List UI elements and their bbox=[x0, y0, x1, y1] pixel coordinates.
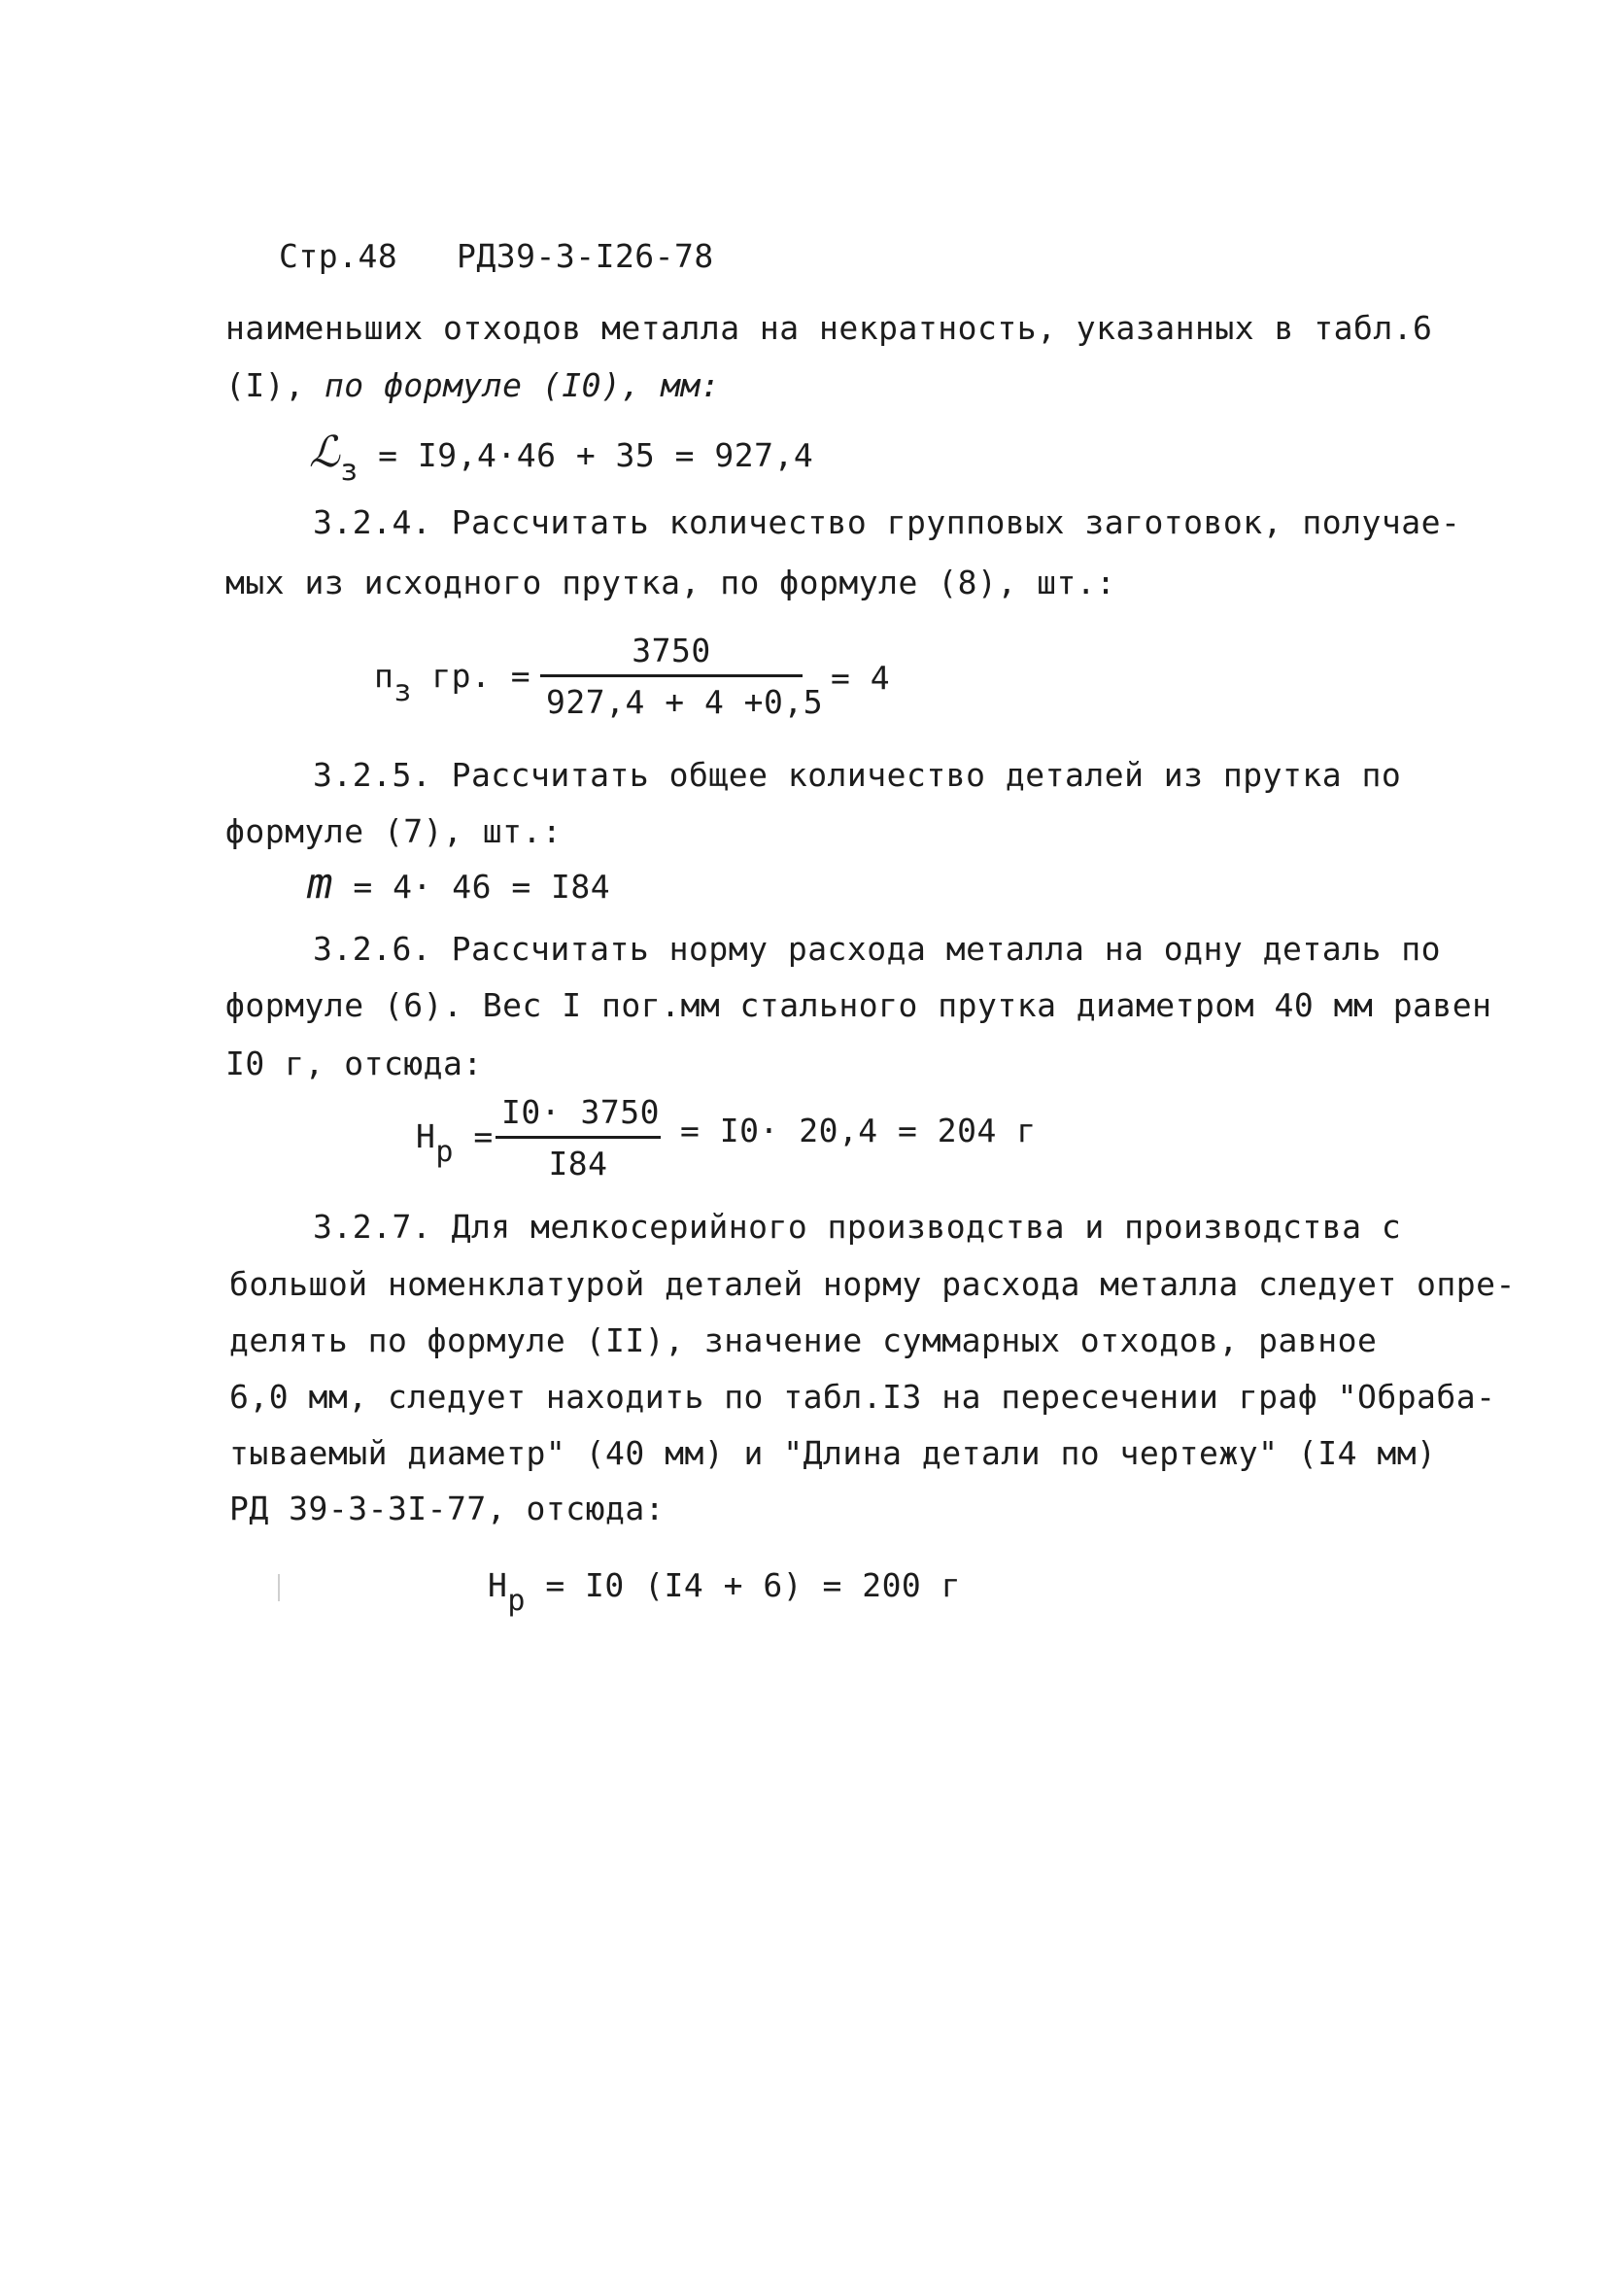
paragraph-line: 3.2.7. Для мелкосерийного производства и производства с bbox=[313, 1208, 1402, 1246]
fraction-numerator: I0· 3750 bbox=[501, 1093, 660, 1131]
formula-subscript: р bbox=[435, 1135, 454, 1169]
formula-l-z bbox=[309, 428, 814, 488]
formula-rhs: = I9,4·46 + 35 = 927,4 bbox=[378, 436, 814, 474]
reference-text: по формуле (I0), мм: bbox=[324, 366, 721, 404]
fraction-bar bbox=[540, 674, 803, 677]
fraction-numerator: 3750 bbox=[632, 632, 711, 669]
formula-rhs: = 4· 46 = I84 bbox=[353, 868, 611, 906]
formula-fraction bbox=[540, 632, 824, 722]
paragraph-line: мых из исходного прутка, по формуле (8), шт.: bbox=[225, 564, 1116, 601]
formula-result: = 4 bbox=[831, 659, 891, 697]
paragraph-line: делять по формуле (II), значение суммарных отходов, равное bbox=[229, 1321, 1378, 1359]
formula-lhs bbox=[416, 1117, 494, 1169]
paragraph-line: 6,0 мм, следует находить по табл.I3 на пересечении граф "Обраба- bbox=[229, 1378, 1496, 1416]
fraction-bar bbox=[496, 1136, 661, 1139]
formula-final bbox=[488, 1566, 962, 1618]
page-number: Стр.48 bbox=[279, 237, 398, 275]
paragraph-line: РД 39-3-3I-77, отсюда: bbox=[229, 1490, 666, 1527]
fraction-denominator: 927,4 + 4 +0,5 bbox=[546, 683, 824, 721]
paragraph-line bbox=[225, 366, 720, 405]
formula-symbol: Н bbox=[488, 1566, 508, 1604]
formula-symbol: ℒ bbox=[309, 428, 341, 477]
paragraph-line: формуле (6). Вес I пог.мм стального прутка диаметром 40 мм равен bbox=[225, 986, 1492, 1024]
paragraph-line: наименьших отходов металла на некратность, указанных в табл.6 bbox=[225, 309, 1433, 347]
paragraph-line: 3.2.4. Рассчитать количество групповых заготовок, получае- bbox=[313, 503, 1461, 541]
paragraph-line: 3.2.6. Рассчитать норму расхода металла на одну деталь по bbox=[313, 930, 1441, 968]
formula-equals: = bbox=[473, 1117, 494, 1155]
formula-rhs: = I0 (I4 + 6) = 200 г bbox=[545, 1566, 962, 1604]
formula-subscript: з bbox=[393, 674, 412, 708]
reference-text: (I), bbox=[225, 366, 305, 404]
formula-result: = I0· 20,4 = 204 г bbox=[680, 1112, 1037, 1149]
paragraph-line: тываемый диаметр" (40 мм) и "Длина детали по чертежу" (I4 мм) bbox=[229, 1434, 1437, 1472]
formula-symbol: m bbox=[307, 859, 333, 908]
paragraph-line: большой номенклатурой деталей норму расхода металла следует опре- bbox=[229, 1265, 1516, 1303]
document-code: РД39-3-I26-78 bbox=[457, 237, 714, 275]
fraction-denominator: I84 bbox=[548, 1145, 608, 1182]
formula-m bbox=[307, 859, 611, 908]
formula-fraction bbox=[496, 1093, 661, 1183]
paragraph-line: 3.2.5. Рассчитать общее количество деталей из прутка по bbox=[313, 756, 1402, 794]
formula-symbol: Н bbox=[416, 1117, 436, 1155]
paragraph-line: I0 г, отсюда: bbox=[225, 1045, 483, 1082]
formula-subscript: з bbox=[340, 454, 359, 488]
paragraph-line: формуле (7), шт.: bbox=[225, 812, 563, 850]
scan-mark bbox=[278, 1574, 280, 1601]
formula-subscript: р bbox=[507, 1584, 526, 1618]
formula-lhs bbox=[374, 657, 531, 708]
formula-lhs-rest: гр. = bbox=[431, 657, 531, 695]
formula-symbol: п bbox=[374, 657, 394, 695]
